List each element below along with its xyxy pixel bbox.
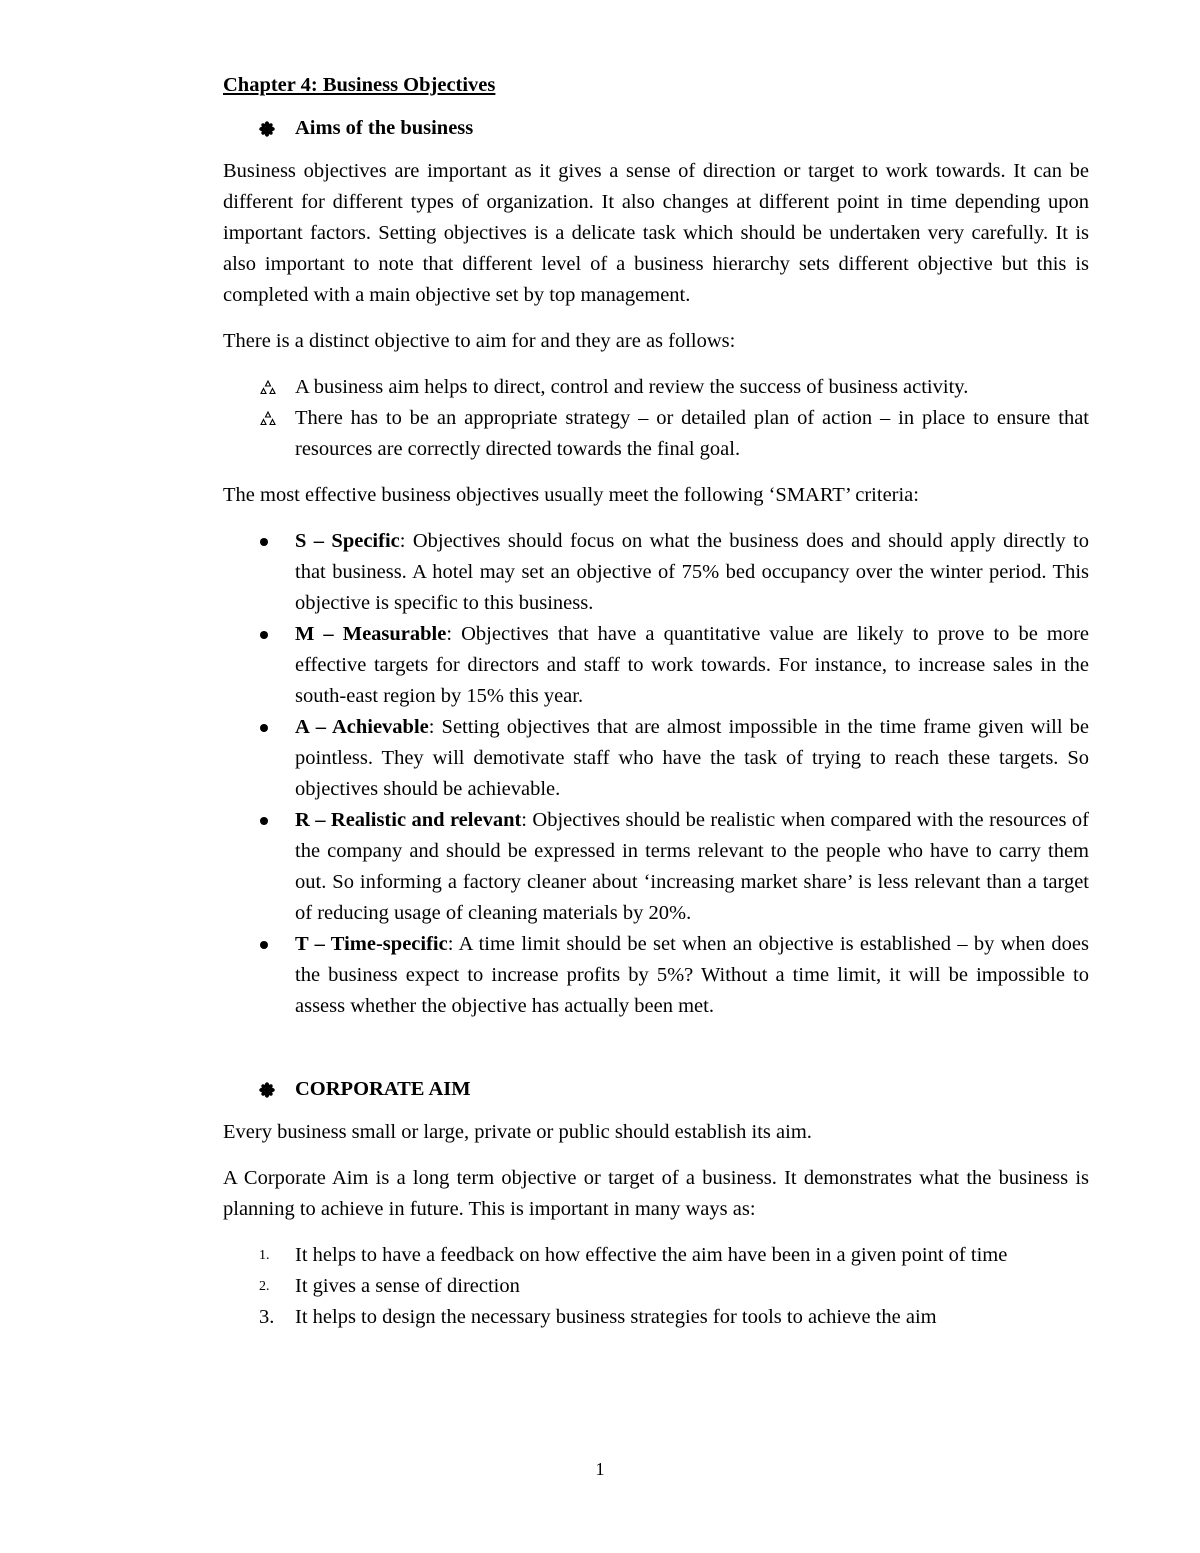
list-item — [223, 1271, 1089, 1302]
asterisk-flower-icon — [223, 121, 295, 137]
smart-label: T – Time-specific — [295, 933, 448, 955]
smart-label: M – Measurable — [295, 623, 447, 645]
aim-text: There has to be an appropriate strategy – or detailed plan of action – in place to ensure that resources are correctly directed towards the final goal. — [295, 407, 1089, 460]
list-item — [223, 712, 1089, 805]
smart-text: : Objectives that have a quantitative value are likely to prove to be more effective targets for directors and staff to work towards. For instance, to increase sales in the south-east region by 15% this year. — [295, 623, 1089, 707]
list-number: 1. — [259, 1248, 270, 1263]
document-page — [223, 70, 1089, 1348]
three-triangles-icon — [223, 403, 295, 434]
list-number: 2. — [259, 1279, 270, 1294]
smart-list — [223, 526, 1089, 1022]
smart-label: S – Specific — [295, 530, 400, 552]
chapter-title: Chapter 4: Business Objectives — [223, 74, 496, 96]
bullet-dot-icon — [223, 929, 295, 960]
distinct-paragraph: There is a distinct objective to aim for and they are as follows: — [223, 330, 736, 352]
list-item — [223, 1240, 1089, 1271]
list-item — [223, 1302, 1089, 1333]
aim-text: A business aim helps to direct, control and review the success of business activity. — [295, 376, 969, 398]
list-item — [223, 619, 1089, 712]
smart-label: A – Achievable — [295, 716, 429, 738]
bullet-dot-icon — [223, 619, 295, 650]
smart-text: : A time limit should be set when an objective is established – by when does the business expect to increase profits by 5%? Without a time limit, it will be impossible to assess whether the objective has actually been met. — [295, 933, 1090, 1017]
list-number: 3. — [259, 1306, 275, 1328]
asterisk-flower-icon — [223, 1082, 295, 1098]
section-heading-aims — [223, 113, 1089, 144]
list-item — [223, 526, 1089, 619]
list-item — [223, 372, 1089, 403]
smart-label: R – Realistic and relevant — [295, 809, 522, 831]
page-number: 1 — [595, 1459, 605, 1479]
bullet-dot-icon — [223, 712, 295, 743]
section-heading-text: Aims of the business — [295, 117, 474, 139]
three-triangles-icon — [223, 372, 295, 403]
smart-intro: The most effective business objectives usually meet the following ‘SMART’ criteria: — [223, 484, 919, 506]
aims-list — [223, 372, 1089, 465]
smart-text: : Objectives should be realistic when compared with the resources of the company and should be expressed in terms relevant to the people who have to carry them out. So informing a factory cleaner about ‘increasing market share’ is less relevant than a target of reducing usage of cleaning materials by 20%. — [295, 809, 1089, 924]
list-item — [223, 929, 1089, 1022]
section-heading-corporate-aim — [223, 1074, 1089, 1105]
reason-text: It gives a sense of direction — [295, 1275, 520, 1297]
list-item — [223, 403, 1089, 465]
reason-text: It helps to have a feedback on how effective the aim have been in a given point of time — [295, 1244, 1008, 1266]
reasons-list — [223, 1240, 1089, 1333]
corporate-para-1: Every business small or large, private or public should establish its aim. — [223, 1121, 812, 1143]
list-item — [223, 805, 1089, 929]
reason-text: It helps to design the necessary business strategies for tools to achieve the aim — [295, 1306, 937, 1328]
bullet-dot-icon — [223, 526, 295, 557]
section-heading-text: CORPORATE AIM — [295, 1078, 471, 1100]
intro-paragraph: Business objectives are important as it gives a sense of direction or target to work towards. It can be different for different types of organization. It also changes at different point in time depending upon important factors. Setting objectives is a delicate task which should be undertaken very carefully. It is also important to note that different level of a business hierarchy sets different objective but this is completed with a main objective set by top management. — [223, 160, 1089, 306]
smart-text: : Setting objectives that are almost impossible in the time frame given will be pointless. They will demotivate staff who have the task of trying to reach these targets. So objectives should be achievable. — [295, 716, 1089, 800]
smart-text: : Objectives should focus on what the business does and should apply directly to that business. A hotel may set an objective of 75% bed occupancy over the winter period. This objective is specific to this business. — [295, 530, 1090, 614]
bullet-dot-icon — [223, 805, 295, 836]
corporate-para-2: A Corporate Aim is a long term objective or target of a business. It demonstrates what the business is planning to achieve in future. This is important in many ways as: — [223, 1167, 1089, 1220]
